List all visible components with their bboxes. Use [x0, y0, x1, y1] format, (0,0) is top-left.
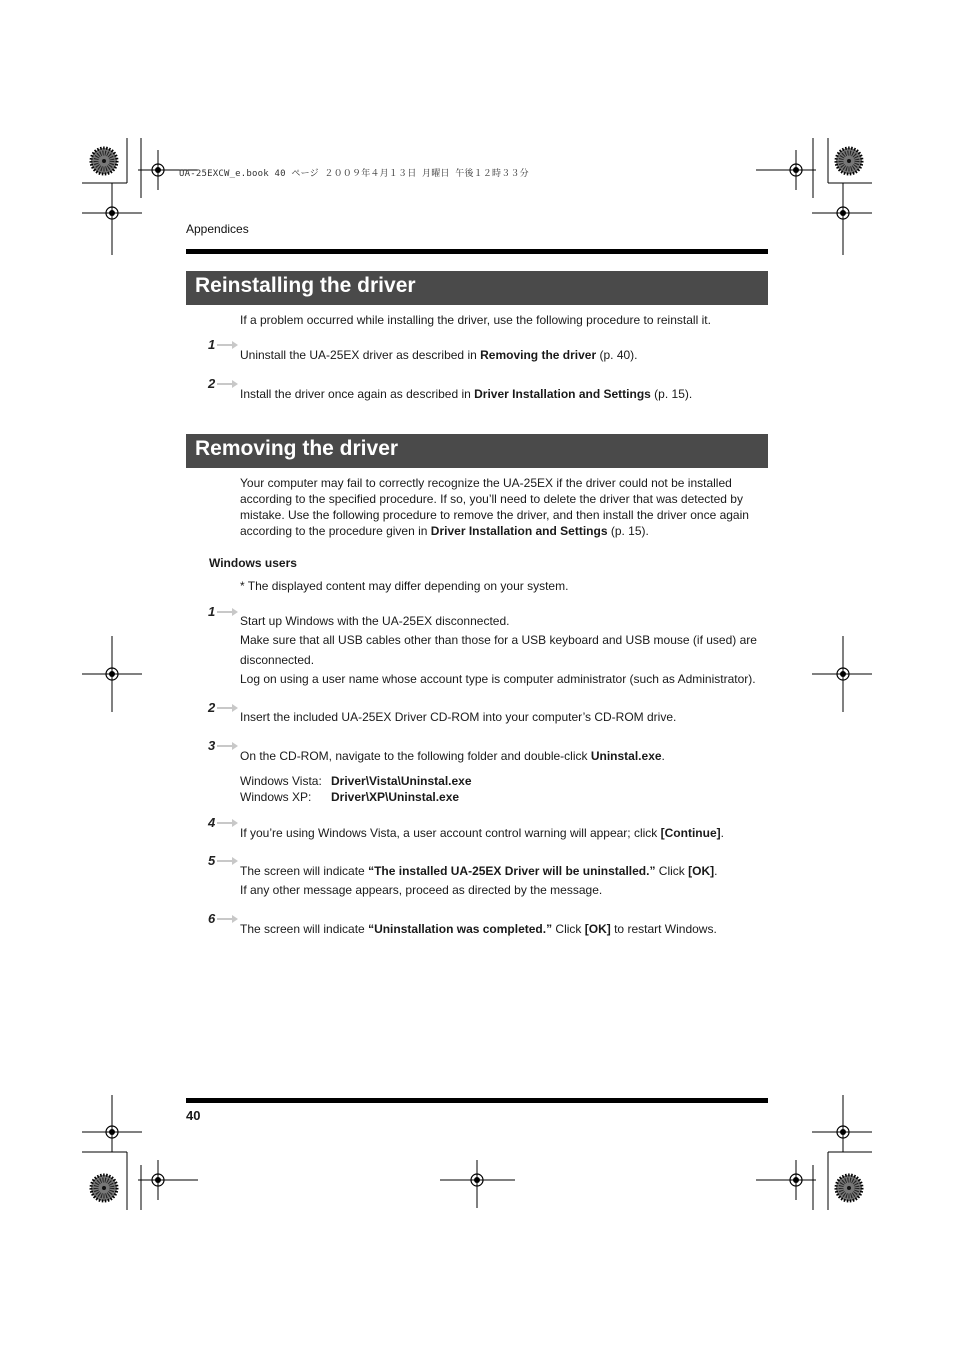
- step-number: 4: [208, 815, 234, 831]
- path-label: Windows XP:: [240, 790, 312, 804]
- step-text: Insert the included UA-25EX Driver CD-ROM into your computer’s CD-ROM drive.: [240, 710, 677, 724]
- section-heading-removing: [186, 434, 768, 468]
- section-title: Removing the driver: [195, 437, 399, 460]
- section-intro: Your computer may fail to correctly recognize the UA-25EX if the driver could not be installed according to the specified procedure. If so, you’ll need to delete the driver that was detected by mistake. Use the following procedure to remove the driver, and then install the driver once again according to the procedure given in Driver Installation and Settings (p. 15).: [240, 476, 749, 538]
- step-number: 2: [208, 376, 234, 392]
- step-text: Uninstall the UA-25EX driver as described in Removing the driver (p. 40).: [240, 348, 638, 362]
- path-label: Windows Vista:: [240, 774, 322, 788]
- subheading-windows-users: Windows users: [209, 556, 297, 570]
- top-rule: [186, 249, 768, 254]
- path-value: Driver\XP\Uninstal.exe: [331, 790, 460, 804]
- step-text: If you’re using Windows Vista, a user account control warning will appear; click [Continue].: [240, 826, 724, 840]
- note: * The displayed content may differ depending on your system.: [240, 579, 569, 593]
- section-intro: If a problem occurred while installing the driver, use the following procedure to reinstall it.: [240, 313, 711, 327]
- step-text: If any other message appears, proceed as directed by the message.: [240, 883, 603, 897]
- path-value: Driver\Vista\Uninstal.exe: [331, 774, 472, 788]
- step-number: 3: [208, 738, 234, 754]
- step-text: Install the driver once again as described in Driver Installation and Settings (p. 15).: [240, 387, 693, 401]
- step-number: 5: [208, 853, 234, 869]
- step-text: The screen will indicate “Uninstallation was completed.” Click [OK] to restart Windows.: [240, 922, 717, 936]
- step-text: The screen will indicate “The installed UA-25EX Driver will be uninstalled.” Click [OK].: [240, 864, 718, 878]
- bottom-rule: [186, 1098, 768, 1103]
- step-text: Start up Windows with the UA-25EX disconnected.: [240, 614, 510, 628]
- step-number: 6: [208, 911, 234, 927]
- print-slug: UA-25EXCW_e.book 40 ページ ２００９年４月１３日 月曜日 午後１２時３３分: [179, 169, 529, 179]
- step-number: 1: [208, 604, 234, 620]
- step-number: 2: [208, 700, 234, 716]
- step-text: Make sure that all USB cables other than those for a USB keyboard and USB mouse (if used) are: [240, 633, 757, 647]
- page-number: 40: [186, 1108, 201, 1123]
- step-text: On the CD-ROM, navigate to the following folder and double-click Uninstal.exe.: [240, 749, 665, 763]
- step-number: 1: [208, 337, 234, 353]
- running-head: Appendices: [186, 222, 249, 236]
- section-title: Reinstalling the driver: [195, 274, 416, 297]
- section-heading-reinstalling: [186, 271, 768, 305]
- step-text: Log on using a user name whose account type is computer administrator (such as Administrator).: [240, 672, 756, 686]
- step-text: disconnected.: [240, 653, 315, 667]
